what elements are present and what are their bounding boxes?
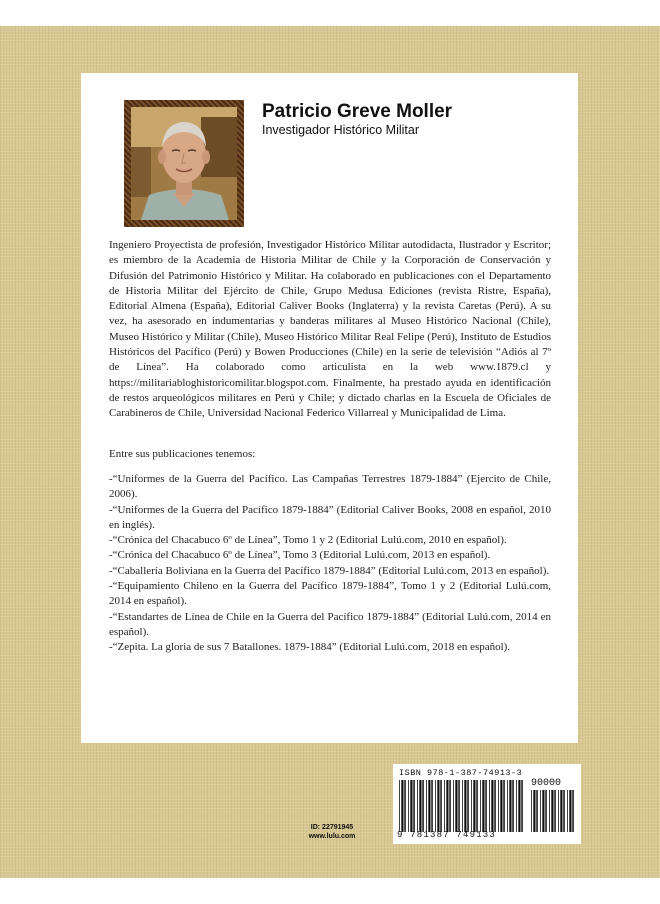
barcode-bar (440, 780, 442, 832)
isbn-barcode (393, 764, 581, 844)
barcode-bar (399, 780, 400, 832)
barcode-bar (422, 780, 424, 832)
publication-item: -“Uniformes de la Guerra del Pacífico 1879-1884” (Editorial Caliver Books, 2008 en español, 2010 en inglés). (109, 503, 551, 531)
barcode-bar (419, 780, 421, 832)
barcode-bar (551, 790, 553, 832)
publication-item: -“Uniformes de la Guerra del Pacífico. Las Campañas Terrestres 1879-1884” (Ejercito de Chile, 2006). (109, 473, 551, 501)
barcode-bar (437, 780, 439, 832)
publisher-id-block (296, 823, 368, 841)
barcode-bar (518, 780, 520, 832)
publication-item: -“Crónica del Chacabuco 6º de Línea”, Tomo 1 y 2 (Editorial Lulú.com, 2010 en español). (109, 534, 507, 547)
barcode-bar (410, 780, 412, 832)
author-biography: Ingeniero Proyectista de profesión, Investigador Histórico Militar autodidacta, Ilustrador y Escritor; es miembro de la Academia de Historia Militar de Chile y la Corporación de Conservación y Difusión del Patrimonio Histórico y Militar. Ha colaborado en publicaciones con el Departamento de Historia Militar del Ejército de Chile, Grupo Medusa Ediciones (revista Ristre, España), Editorial Almena (España), Editorial Caliver Books (Inglaterra) y la revista Caretas (Perú). A su vez, ha asesorado en indumentarias y banderas militares al Museo Histórico Nacional (Chile), Museo Histórico y Militar (Chile), Museo Histórico Militar Real Felipe (Perú), Instituto de Estudios Históricos del Pacífico (Perú) y Bowen Producciones (Chile) en la serie de televisión “Adiós al 7º de Línea”. Ha colaborado como articulista en la web www.1879.cl y https://militariabloghistoricomilitar.blogspot.com. Finalmente, ha prestado ayuda en identificación de restos arqueológicos militares en Perú y Chile; y dictado charlas en la Escuela de Oficiales de Carabineros de Chile, Universidad Nacional Federico Villarreal y Municipalidad de Lima. (109, 239, 551, 420)
product-id: ID: 22791945 (310, 824, 354, 831)
barcode-bar (540, 790, 541, 832)
barcode-bar (426, 780, 427, 832)
barcode-bar (467, 780, 469, 832)
ean-digits: 9 781387 749133 (397, 830, 497, 840)
barcode-bar (494, 780, 496, 832)
barcode-bar (516, 780, 517, 832)
publications-list (109, 472, 551, 656)
barcode-bar (482, 780, 484, 832)
barcode-bar (560, 790, 562, 832)
barcode-bar (453, 780, 454, 832)
barcode-bar (569, 790, 571, 832)
barcode-bar (542, 790, 544, 832)
barcode-bar (435, 780, 436, 832)
barcode-bar (401, 780, 403, 832)
publication-item: -“Equipamiento Chileno en la Guerra del Pacífico 1879-1884”, Tomo 1 y 2 (Editorial Lulú.com, 2014 en español). (109, 580, 551, 608)
barcode-bar (563, 790, 565, 832)
barcode-bar (404, 780, 406, 832)
barcode-bar (455, 780, 457, 832)
barcode-bar (449, 780, 451, 832)
barcode-bar (503, 780, 505, 832)
publication-item: -“Estandartes de Línea de Chile en la Guerra del Pacífico 1879-1884” (Editorial Lulú.com, 2014 en español). (109, 610, 551, 638)
barcode-bar (485, 780, 487, 832)
barcode-bar (480, 780, 481, 832)
barcode-bar (464, 780, 466, 832)
barcode-bar (417, 780, 418, 832)
barcode-bar (533, 790, 535, 832)
barcode-bar (428, 780, 430, 832)
barcode-bar (413, 780, 415, 832)
barcode-bar (512, 780, 514, 832)
barcode-bar (476, 780, 478, 832)
barcode-bar (507, 780, 508, 832)
barcode-bar (491, 780, 493, 832)
barcode-bar (531, 790, 532, 832)
publication-item: -“Crónica del Chacabuco 6º de Línea”, Tomo 3 (Editorial Lulú.com, 2013 en español). (109, 549, 491, 562)
barcode-bar (444, 780, 445, 832)
barcode-bar (498, 780, 499, 832)
author-role: Investigador Histórico Militar (262, 123, 419, 137)
barcode-bar (473, 780, 475, 832)
author-photo-frame (124, 100, 244, 227)
barcode-bar (558, 790, 559, 832)
publication-item: -“Caballería Boliviana en la Guerra del Pacífico 1879-1884” (Editorial Lulú.com, 2013 en español). (109, 564, 550, 577)
publications-heading: Entre sus publicaciones tenemos: (109, 448, 256, 460)
barcode-bar (471, 780, 472, 832)
barcode-bar (446, 780, 448, 832)
barcode-bar (431, 780, 433, 832)
barcode-bar (521, 780, 523, 832)
barcode-bar (408, 780, 409, 832)
barcode-bar (458, 780, 460, 832)
barcode-bar (549, 790, 550, 832)
barcode-bar (554, 790, 556, 832)
author-name: Patricio Greve Moller (262, 101, 453, 122)
addon-barcode-bars (531, 790, 575, 832)
author-portrait-illustration (131, 107, 237, 220)
author-photo (131, 107, 237, 220)
publication-item: -“Zepita. La gloria de sus 7 Batallones. 1879-1884” (Editorial Lulú.com, 2018 en español). (109, 641, 511, 654)
barcode-bar (545, 790, 547, 832)
price-code: 90000 (531, 778, 562, 789)
barcode-bar (489, 780, 490, 832)
ean-barcode-bars (399, 780, 523, 832)
barcode-bar (572, 790, 574, 832)
barcode-bar (500, 780, 502, 832)
barcode-bar (509, 780, 511, 832)
barcode-bar (567, 790, 568, 832)
publisher-website: www.lulu.com (308, 833, 356, 840)
barcode-bar (536, 790, 538, 832)
isbn-label: ISBN 978-1-387-74913-3 (399, 768, 523, 778)
barcode-bar (462, 780, 463, 832)
